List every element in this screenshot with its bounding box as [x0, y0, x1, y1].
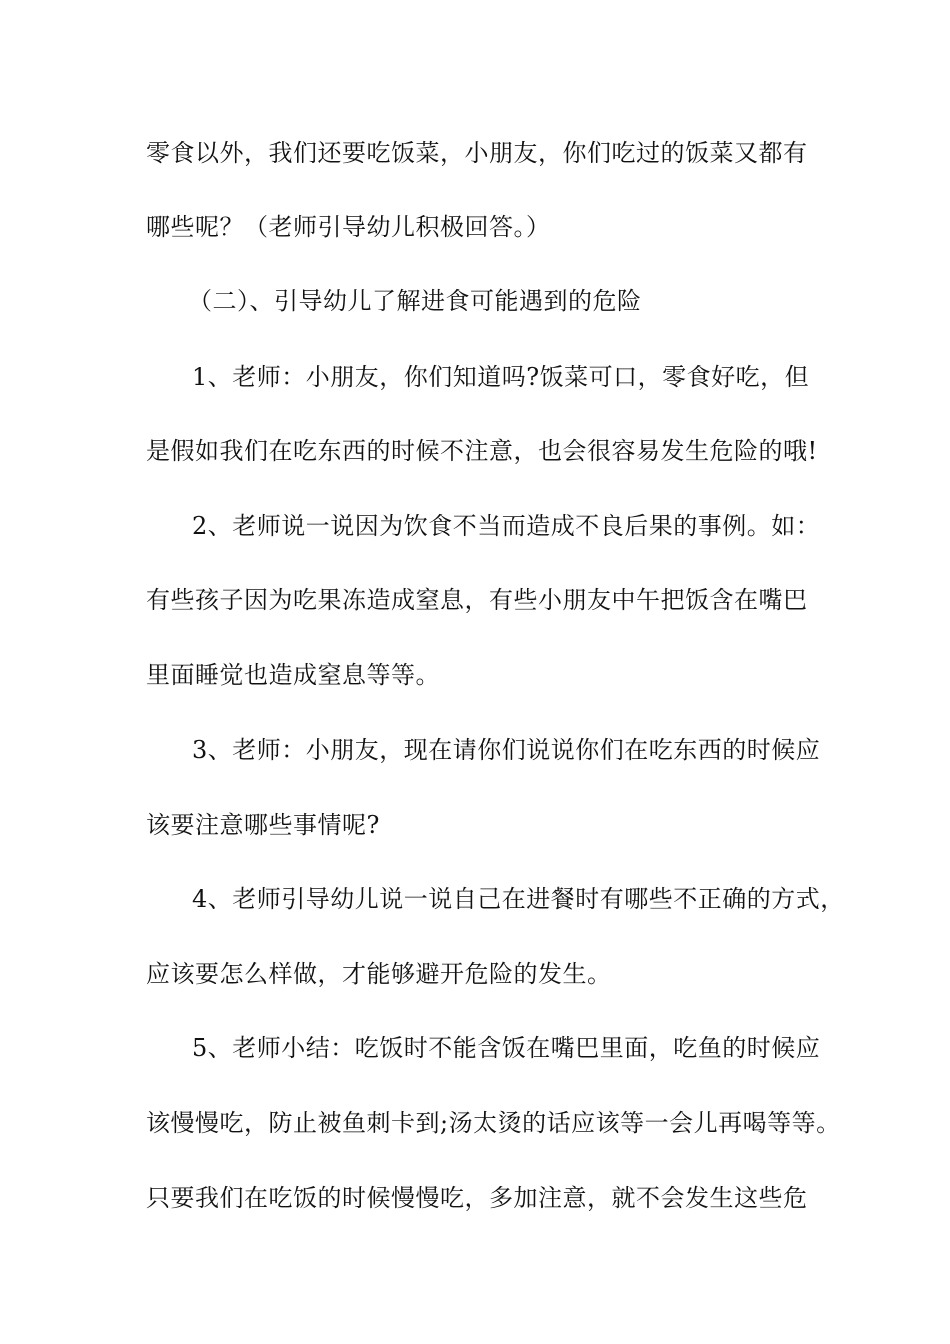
- text-line: 该慢慢吃，防止被鱼刺卡到;汤太烫的话应该等一会儿再喝等等。: [146, 1109, 841, 1137]
- text-line: 只要我们在吃饭的时候慢慢吃，多加注意，就不会发生这些危: [146, 1184, 808, 1212]
- text-line: 零食以外，我们还要吃饭菜，小朋友，你们吃过的饭菜又都有: [146, 139, 808, 167]
- text-line: 该要注意哪些事情呢?: [146, 811, 380, 839]
- text-line: 1、老师：小朋友，你们知道吗?饭菜可口，零食好吃，但: [192, 363, 810, 391]
- section-heading: （二）、引导幼儿了解进食可能遇到的危险: [188, 287, 642, 315]
- text-line: 4、老师引导幼儿说一说自己在进餐时有哪些不正确的方式，: [192, 885, 845, 913]
- text-line: 是假如我们在吃东西的时候不注意，也会很容易发生危险的哦!: [146, 437, 818, 465]
- text-line: 里面睡觉也造成窒息等等。: [146, 661, 440, 689]
- text-line: 哪些呢？（老师引导幼儿积极回答。）: [146, 213, 551, 241]
- text-line: 3、老师：小朋友，现在请你们说说你们在吃东西的时候应: [192, 736, 821, 764]
- text-line: 2、老师说一说因为饮食不当而造成不良后果的事例。如：: [192, 512, 821, 540]
- text-line: 5、老师小结：吃饭时不能含饭在嘴巴里面，吃鱼的时候应: [192, 1034, 821, 1062]
- text-line: 有些孩子因为吃果冻造成窒息，有些小朋友中午把饭含在嘴巴: [146, 586, 808, 614]
- text-line: 应该要怎么样做，才能够避开危险的发生。: [146, 960, 612, 988]
